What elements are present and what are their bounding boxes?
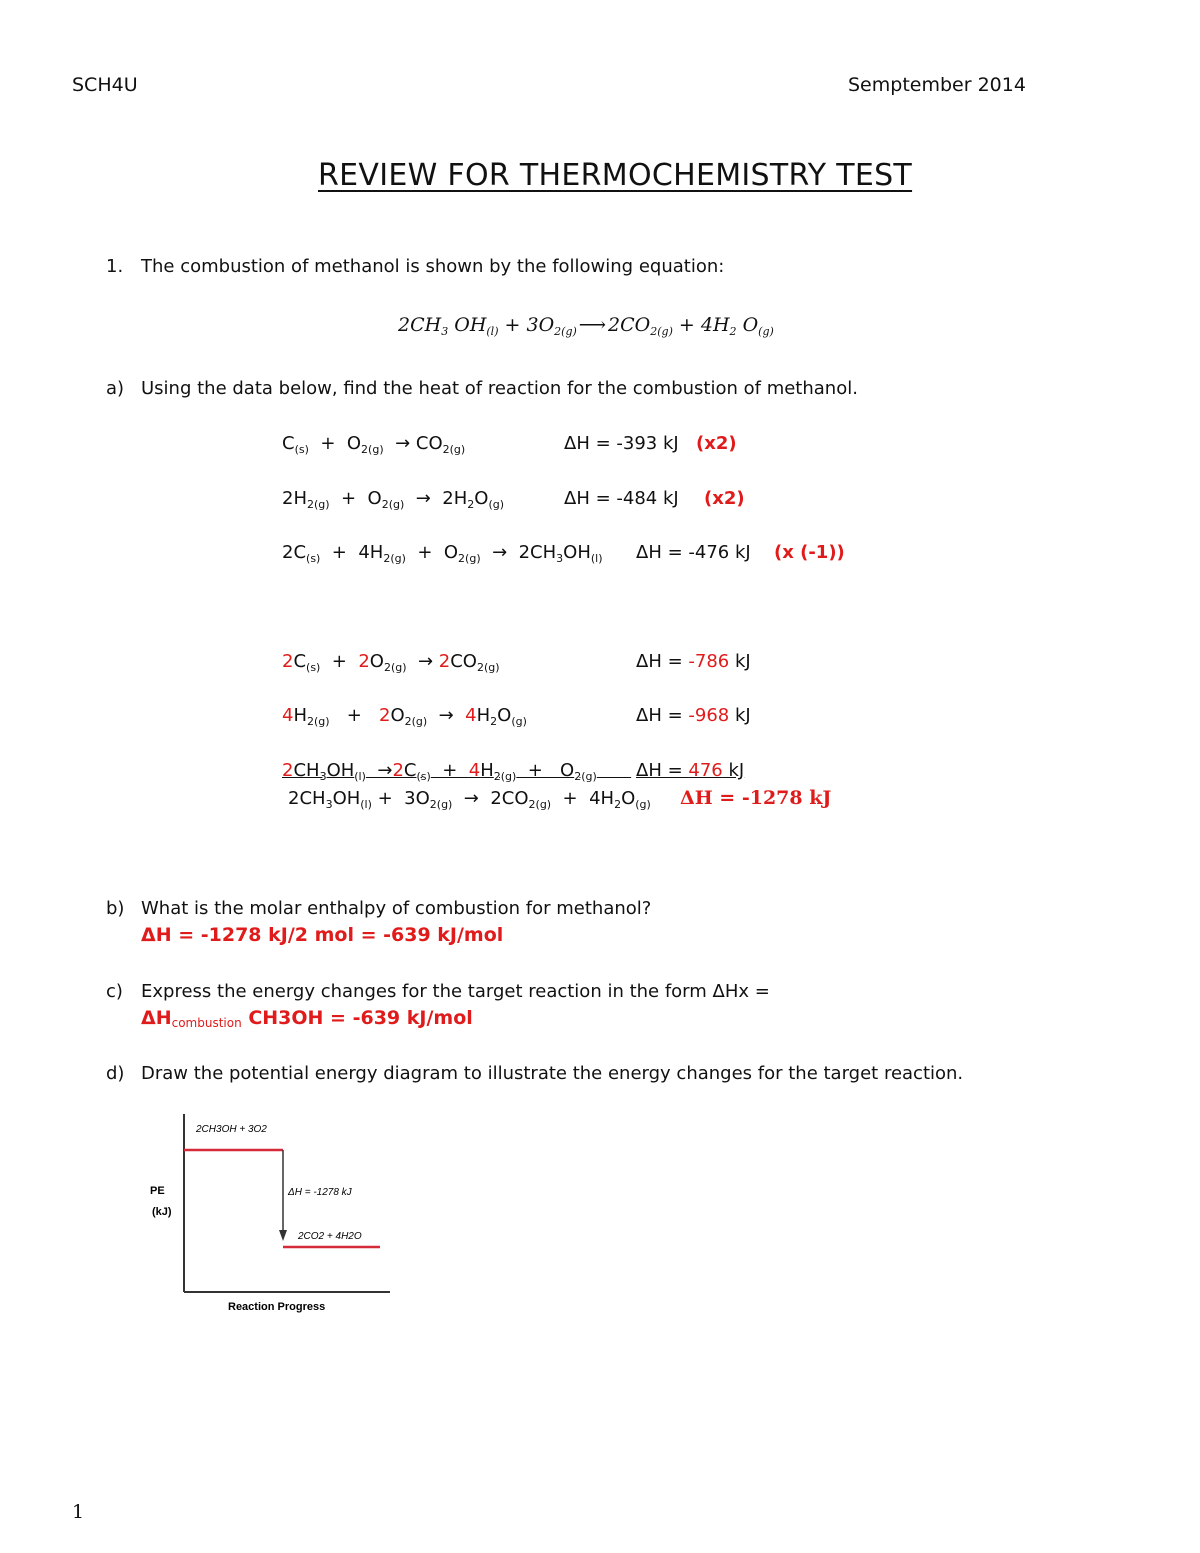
products-label: 2CO2 + 4H2O [298,1231,362,1242]
methanol-combustion-equation: $2CH_3$ $OH_{(l)} + 3O_{2(g)}$ ⟶ $2CO_{2(g)} + 4H_2$ $O_{(g)}$ [398,314,774,338]
page-title: REVIEW FOR THERMOCHEMISTRY TEST [318,158,913,193]
dh-label: ΔH = -1278 kJ [288,1187,352,1198]
part-d-text: Draw the potential energy diagram to illustrate the energy changes for the target reaction. [141,1063,964,1084]
modified-dh-1: ΔH = -786 kJ [636,651,751,672]
given-dh-3: ΔH = -476 kJ [636,542,751,563]
net-reaction: $2CH_3OH_{(l)} + 3O_{2(g)} \to 2CO_{2(g)} + 4H_2O_{(g)}$ [288,788,651,811]
potential-energy-diagram [140,1110,420,1320]
part-b-text: What is the molar enthalpy of combustion for methanol? [141,898,652,919]
given-multiplier-1: (x2) [696,433,737,454]
question-text: The combustion of methanol is shown by the following equation: [141,256,725,277]
part-a-label: a) [106,378,125,399]
y-axis-label-pe: PE [150,1185,165,1197]
given-multiplier-3: (x (-1)) [774,542,845,563]
part-b-label: b) [106,898,125,919]
part-d-label: d) [106,1063,125,1084]
given-reaction-3: $2C_{(s)} + 4H_{2(g)} + O_{2(g)} \to 2CH_3OH_{(l)}$ [282,542,603,565]
modified-reaction-1: $2C_{(s)} + 2O_{2(g)} \to 2CO_{2(g)}$ [282,651,500,674]
given-dh-2: ΔH = -484 kJ [564,488,679,509]
course-code: SCH4U [72,74,138,96]
given-dh-1: ΔH = -393 kJ [564,433,679,454]
given-multiplier-2: (x2) [704,488,745,509]
modified-reaction-3: $2CH_3OH_{(l)} \to 2C_{(s)} + 4H_{2(g)} + O_{2(g)}$ [282,760,597,783]
x-axis-label: Reaction Progress [228,1301,326,1313]
modified-reaction-2: $4H_{2(g)} + 2O_{2(g)} \to 4H_2O_{(g)}$ [282,705,527,728]
potential-energy-diagram-svg [140,1110,420,1320]
reactants-label: 2CH3OH + 3O2 [196,1124,267,1135]
given-reaction-1: $C_{(s)} + O_{2(g)} \to CO_{2(g)}$ [282,433,466,456]
dh-arrow-head [279,1230,287,1241]
question-number: 1. [106,256,124,277]
given-reaction-2: $2H_{2(g)} + O_{2(g)} \to 2H_2O_{(g)}$ [282,488,505,511]
part-b-answer: ΔH = -1278 kJ/2 mol = -639 kJ/mol [141,924,504,946]
modified-dh-2: ΔH = -968 kJ [636,705,751,726]
y-axis-label-unit: (kJ) [152,1206,172,1218]
part-a-text: Using the data below, find the heat of reaction for the combustion of methanol. [141,378,858,399]
part-c-label: c) [106,981,123,1002]
modified-dh-3: ΔH = 476 kJ [636,760,745,781]
document-date: Semptember 2014 [848,74,1026,96]
net-dh: ΔH = -1278 kJ [680,787,832,809]
part-c-answer: $\Delta H_{combustion}$ CH3OH = -639 kJ/mol [141,1007,473,1030]
part-c-text: Express the energy changes for the target reaction in the form ΔHx = [141,981,770,1002]
page-number: 1 [72,1501,85,1523]
